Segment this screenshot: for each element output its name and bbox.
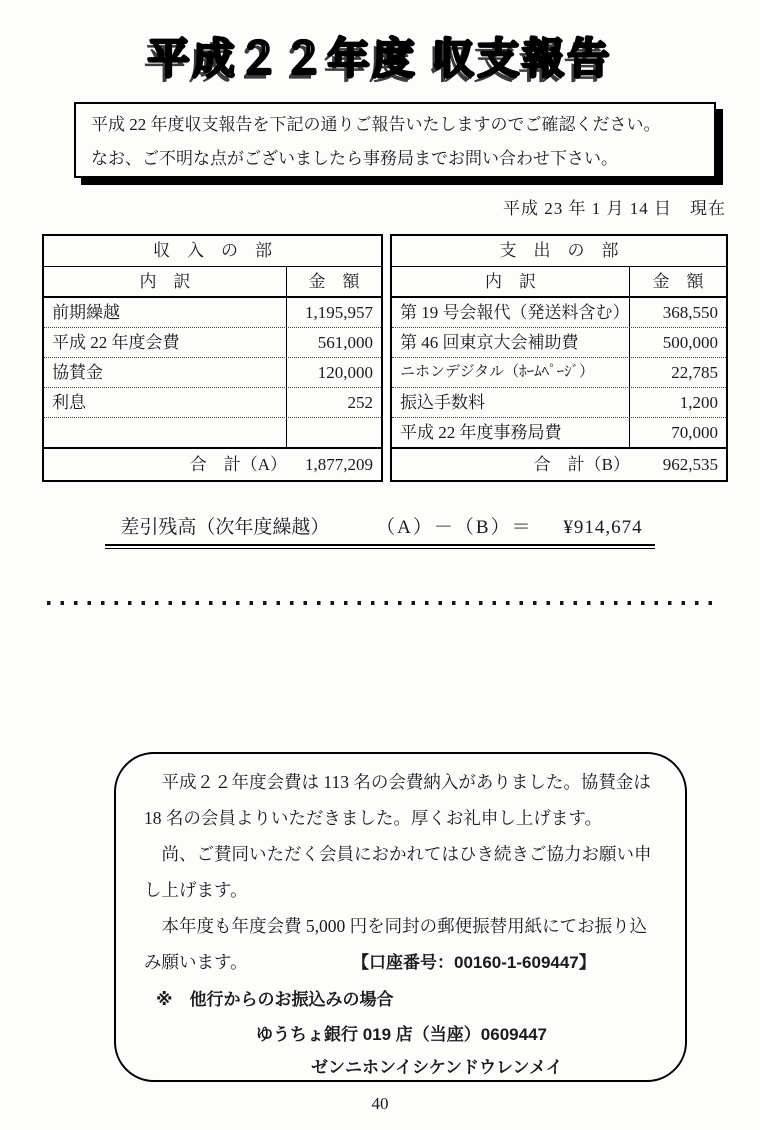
table-row — [44, 328, 381, 358]
row-amount — [287, 418, 381, 447]
row-item: 前期繰越 — [44, 298, 287, 327]
row-item — [44, 418, 287, 447]
row-item: 平成 22 年度会費 — [44, 328, 287, 357]
table-row — [44, 298, 381, 328]
table-row — [392, 298, 726, 328]
row-item: 平成 22 年度事務局費 — [392, 418, 630, 447]
row-amount: 120,000 — [317, 363, 373, 382]
income-col-amount: 金 額 — [308, 272, 360, 291]
note-line: 尚、ご賛同いただく会員におかれてはひき続きご協力お願い申 — [144, 844, 652, 864]
row-item: 第 19 号会報代（発送料含む） — [392, 298, 630, 327]
note-line: 本年度も年度会費 5,000 円を同封の郵便振替用紙にてお振り込 — [144, 916, 648, 936]
note-line-text: み願います。 — [144, 952, 248, 972]
financial-tables — [42, 234, 728, 482]
expense-total-amount: 962,535 — [662, 455, 718, 474]
table-row — [392, 418, 726, 447]
income-total-amount: 1,877,209 — [305, 455, 373, 474]
page-number: 40 — [371, 1094, 389, 1113]
row-item: 協賛金 — [44, 358, 287, 387]
row-amount: 1,195,957 — [305, 303, 373, 322]
balance-value: ¥914,674 — [563, 517, 643, 538]
row-amount: 70,000 — [671, 423, 718, 442]
row-amount: 500,000 — [662, 333, 718, 352]
expense-total-row — [392, 447, 726, 480]
row-item: 利息 — [44, 388, 287, 417]
row-amount: 368,550 — [662, 303, 718, 322]
notice-box — [74, 102, 716, 178]
income-column-headers — [44, 267, 381, 298]
table-row — [44, 388, 381, 418]
account-number: 【口座番号：00160-1-609447】 — [351, 953, 596, 972]
row-amount: 252 — [347, 393, 373, 412]
balance-row — [0, 512, 760, 546]
expense-col-amount: 金 額 — [652, 272, 704, 291]
as-of-date: 平成 23 年 1 月 14 日 現在 — [503, 199, 726, 218]
bank-account-name: ゼンニホンイシケンドウレンメイ — [311, 1058, 563, 1077]
bank-branch-line: ゆうちょ銀行 019 店（当座）0609447 — [256, 1025, 547, 1044]
row-amount: 561,000 — [317, 333, 373, 352]
income-section-header: 収 入 の 部 — [44, 236, 381, 267]
row-amount: 1,200 — [679, 393, 718, 412]
dotted-divider — [47, 601, 712, 605]
expense-total-label: 合 計（B） — [533, 455, 630, 474]
expense-column-headers — [392, 267, 726, 298]
balance-label: 差引残高（次年度繰越） — [120, 517, 330, 538]
row-amount: 22,785 — [671, 363, 718, 382]
row-item: ニホンデジタル（ﾎｰﾑﾍﾟｰｼﾞ） — [392, 358, 630, 387]
notice-line-1: 平成 22 年度収支報告を下記の通りご報告いたしますのでご確認ください。 — [91, 115, 661, 134]
income-total-label: 合 計（A） — [189, 455, 287, 474]
row-item: 第 46 回東京大会補助費 — [392, 328, 630, 357]
expense-col-item: 内 訳 — [392, 267, 630, 296]
note-line-account — [144, 944, 663, 981]
income-table — [42, 234, 383, 482]
other-bank-remark: ※ 他行からのお振込みの場合 — [156, 990, 394, 1009]
row-item: 振込手数料 — [392, 388, 630, 417]
note-line: 18 名の会員よりいただきました。厚くお礼申し上げます。 — [144, 808, 602, 828]
table-row-empty — [44, 418, 381, 447]
note-line: 平成２２年度会費は 113 名の会費納入がありました。協賛金は — [144, 772, 651, 792]
expense-table — [390, 234, 728, 482]
income-total-row — [44, 447, 381, 480]
table-row — [44, 358, 381, 388]
notice-line-2: なお、ご不明な点がございましたら事務局までお問い合わせ下さい。 — [91, 149, 618, 168]
balance-formula: （A）－（B）＝ — [376, 517, 533, 538]
income-col-item: 内 訳 — [44, 267, 287, 296]
table-row — [392, 358, 726, 388]
note-box — [114, 752, 687, 1082]
note-line: し上げます。 — [144, 880, 248, 900]
table-row — [392, 388, 726, 418]
balance-statement — [105, 512, 654, 546]
expense-section-header: 支 出 の 部 — [392, 236, 726, 267]
page-title: 平成２２年度 収支報告 — [147, 35, 613, 82]
table-row — [392, 328, 726, 358]
